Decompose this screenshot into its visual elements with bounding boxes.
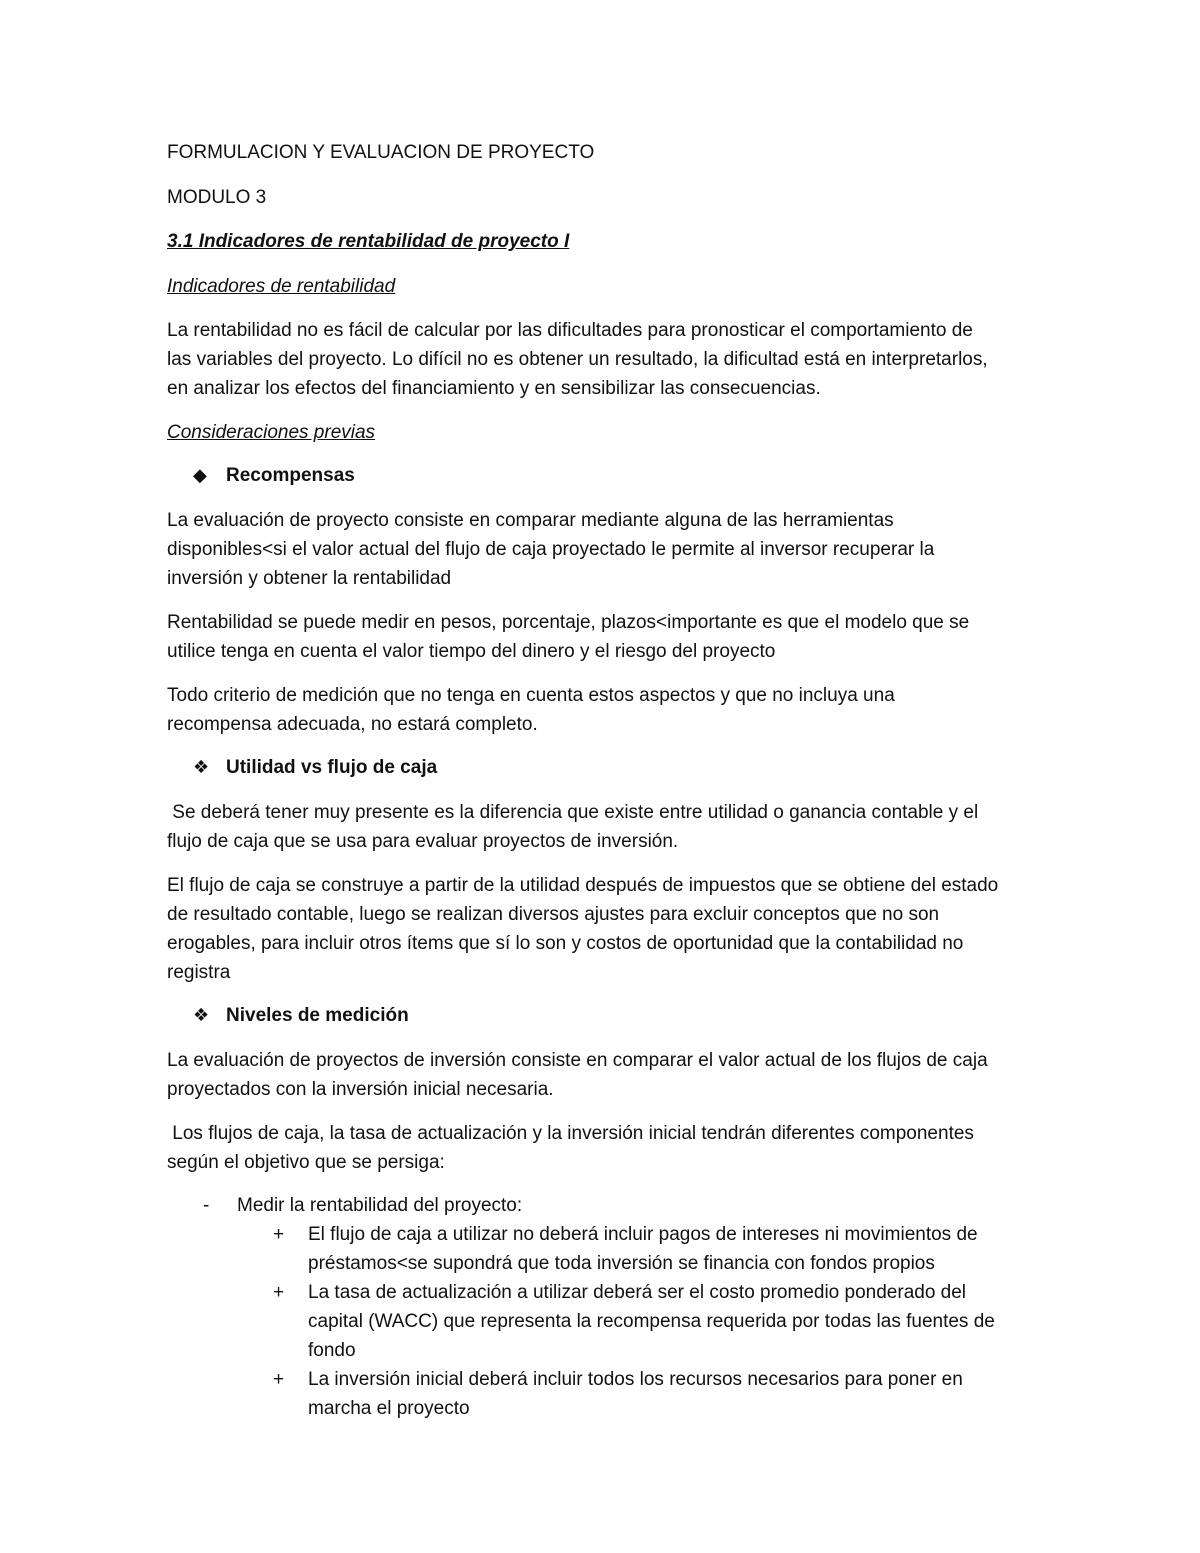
text-line: disponibles<si el valor actual del flujo de caja proyectado le permite al inversor recuperar la [167, 539, 935, 560]
text-line: Los flujos de caja, la tasa de actualización y la inversión inicial tendrán diferentes componentes [167, 1123, 974, 1144]
heading-text: Niveles de medición [226, 1005, 409, 1026]
heading-niveles [163, 1001, 1037, 1030]
text-line: Se deberá tener muy presente es la diferencia que existe entre utilidad o ganancia contable y el [167, 802, 979, 823]
subheading-indicadores: Indicadores de rentabilidad [167, 276, 396, 297]
heading-recompensas [163, 461, 1037, 490]
sub-list-item [167, 1220, 1037, 1278]
text-line: La inversión inicial deberá incluir todos los recursos necesarios para poner en [308, 1369, 963, 1390]
plus-bullet: + [273, 1369, 285, 1390]
paragraph-flujo [167, 871, 1037, 987]
text-line: Rentabilidad se puede medir en pesos, porcentaje, plazos<importante es que el modelo que se [167, 612, 970, 633]
diamond-star-bullet-icon: ❖ [193, 757, 210, 777]
heading-text: Recompensas [226, 465, 355, 486]
heading-text: Utilidad vs flujo de caja [226, 757, 438, 778]
diamond-bullet-icon: ◆ [193, 465, 207, 485]
text-line: utilice tenga en cuenta el valor tiempo del dinero y el riesgo del proyecto [167, 641, 776, 662]
text-line: La tasa de actualización a utilizar deberá ser el costo promedio ponderado del [308, 1282, 967, 1303]
text-line: proyectados con la inversión inicial necesaria. [167, 1079, 554, 1100]
subheading-consideraciones: Consideraciones previas [167, 422, 376, 443]
plus-bullet: + [273, 1282, 285, 1303]
text-line: La evaluación de proyectos de inversión consiste en comparar el valor actual de los flujos de caja [167, 1050, 988, 1071]
text-line: La evaluación de proyecto consiste en comparar mediante alguna de las herramientas [167, 510, 894, 531]
text-line: flujo de caja que se usa para evaluar proyectos de inversión. [167, 831, 679, 852]
list-item [167, 1191, 1037, 1220]
sub-list-item [167, 1278, 1037, 1365]
text-line: las variables del proyecto. Lo difícil no es obtener un resultado, la dificultad está en interpretarlos, [167, 349, 988, 370]
sub-list-item [167, 1365, 1037, 1423]
text-line: fondo [308, 1340, 356, 1361]
text-line: El flujo de caja se construye a partir de la utilidad después de impuestos que se obtiene del estado [167, 875, 999, 896]
doc-title: FORMULACION Y EVALUACION DE PROYECTO [167, 142, 595, 163]
text-line: marcha el proyecto [308, 1398, 470, 1419]
paragraph-medir [167, 608, 1037, 666]
paragraph-evaluacion [167, 506, 1037, 593]
text-line: La rentabilidad no es fácil de calcular por las dificultades para pronosticar el comportamiento de [167, 320, 973, 341]
paragraph-evaluacion-inversion [167, 1046, 1037, 1104]
plus-bullet: + [273, 1224, 285, 1245]
text-line: préstamos<se supondrá que toda inversión se financia con fondos propios [308, 1253, 935, 1274]
text-line: registra [167, 962, 231, 983]
text-line: Todo criterio de medición que no tenga en cuenta estos aspectos y que no incluya una [167, 685, 895, 706]
text-line: El flujo de caja a utilizar no deberá incluir pagos de intereses ni movimientos de [308, 1224, 978, 1245]
paragraph-diferencia [167, 798, 1037, 856]
text-line: erogables, para incluir otros ítems que sí lo son y costos de oportunidad que la contabilidad no [167, 933, 964, 954]
bullet-list [167, 1191, 1037, 1423]
text-line: en analizar los efectos del financiamiento y en sensibilizar las consecuencias. [167, 378, 821, 399]
module-title: MODULO 3 [167, 187, 267, 208]
paragraph-rentabilidad [167, 316, 1037, 403]
list-item-text: Medir la rentabilidad del proyecto: [237, 1195, 523, 1216]
text-line: inversión y obtener la rentabilidad [167, 568, 452, 589]
dash-bullet: - [203, 1195, 210, 1216]
paragraph-criterio [167, 681, 1037, 739]
text-line: recompensa adecuada, no estará completo. [167, 714, 538, 735]
text-line: de resultado contable, luego se realizan diversos ajustes para excluir conceptos que no son [167, 904, 940, 925]
diamond-star-bullet-icon: ❖ [193, 1005, 210, 1025]
heading-utilidad [163, 753, 1037, 782]
text-line: según el objetivo que se persiga: [167, 1152, 445, 1173]
text-line: capital (WACC) que representa la recompensa requerida por todas las fuentes de [308, 1311, 995, 1332]
document-page [167, 138, 1037, 1423]
paragraph-componentes [167, 1119, 1037, 1177]
section-heading: 3.1 Indicadores de rentabilidad de proyecto I [167, 231, 570, 252]
